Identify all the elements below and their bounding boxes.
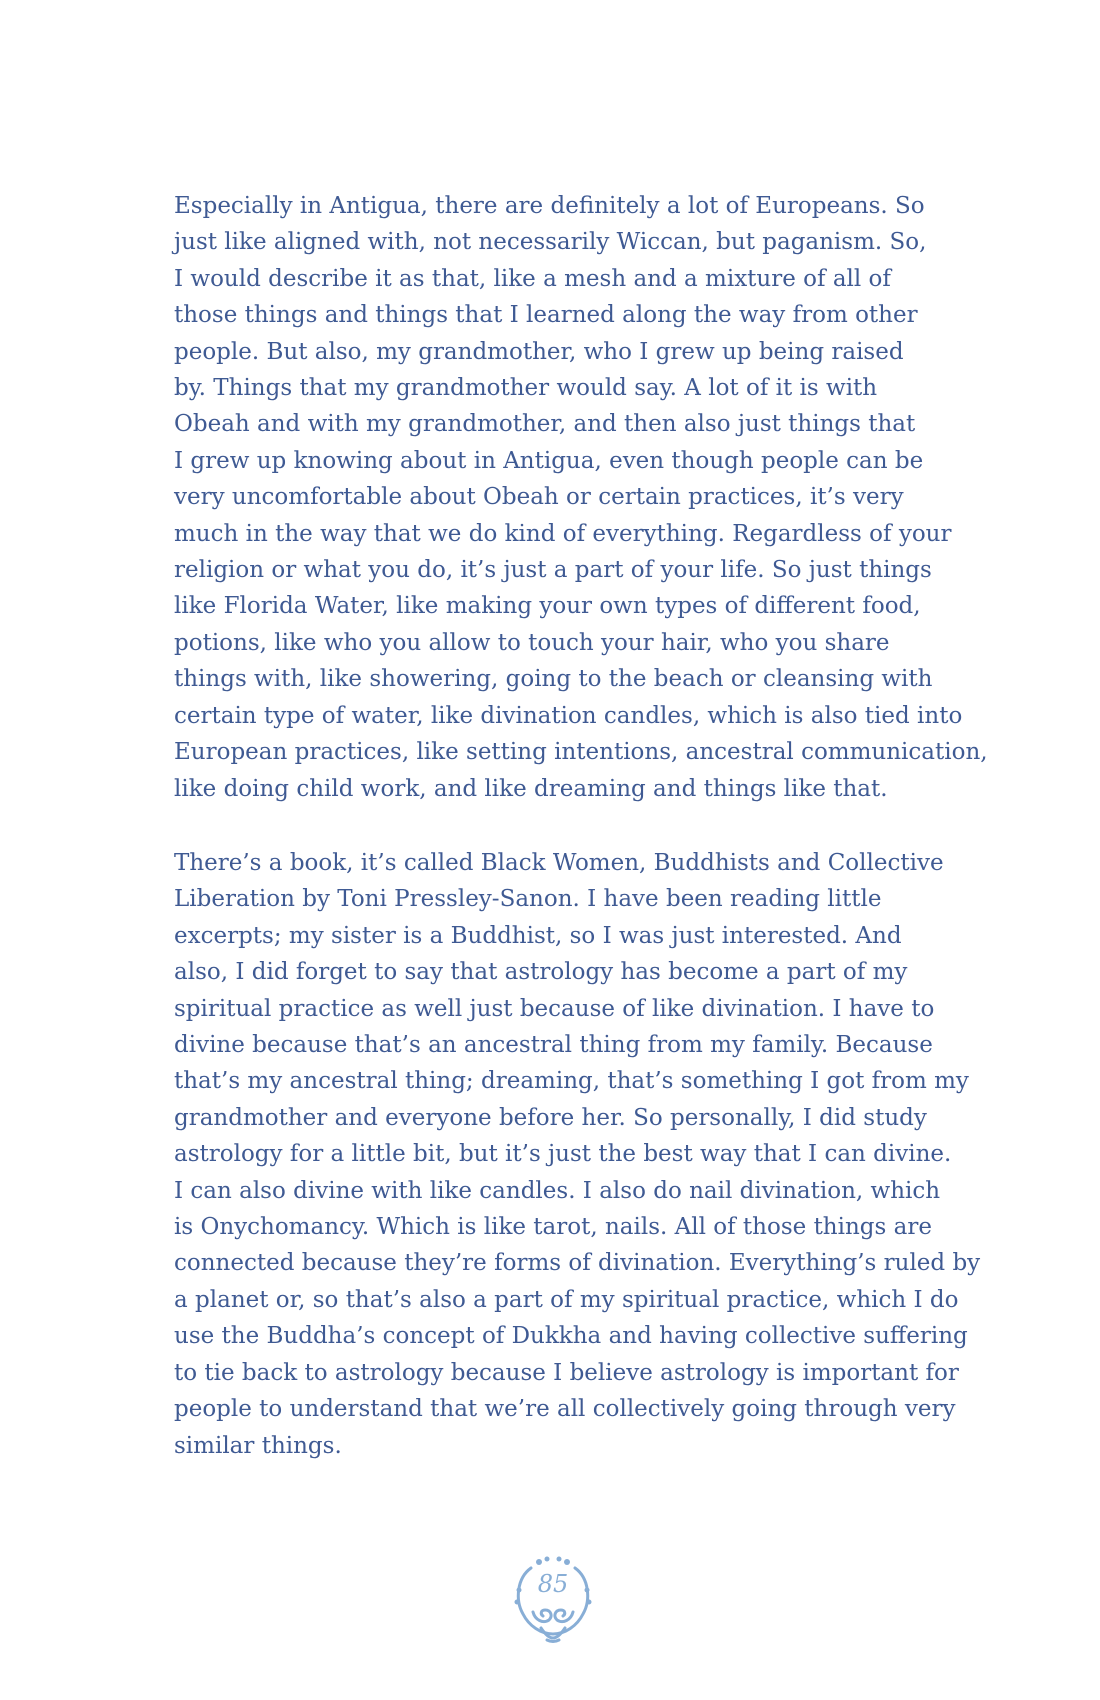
text-line: divine because that’s an ancestral thing from my family. Because	[174, 1032, 933, 1059]
text-line: much in the way that we do kind of everything. Regardless of your	[174, 520, 952, 547]
text-line: spiritual practice as well just because of like divination. I have to	[174, 995, 935, 1022]
text-line: European practices, like setting intentions, ancestral communication,	[174, 739, 988, 766]
ornament-frame-icon	[511, 1554, 595, 1644]
text-line: people to understand that we’re all collectively going through very	[174, 1396, 956, 1423]
page-number: 85	[537, 1570, 569, 1598]
text-line: similar things.	[174, 1432, 342, 1459]
text-line: Liberation by Toni Pressley-Sanon. I have been reading little	[174, 886, 882, 913]
text-line: by. Things that my grandmother would say. A lot of it is with	[174, 375, 878, 402]
text-line: certain type of water, like divination candles, which is also tied into	[174, 702, 963, 729]
text-line: things with, like showering, going to the beach or cleansing with	[174, 666, 933, 693]
text-line: grandmother and everyone before her. So personally, I did study	[174, 1104, 927, 1131]
text-line: There’s a book, it’s called Black Women, Buddhists and Collective	[174, 850, 944, 876]
text-line: excerpts; my sister is a Buddhist, so I was just interested. And	[174, 922, 902, 949]
text-line: is Onychomancy. Which is like tarot, nails. All of those things are	[174, 1214, 932, 1241]
text-line: connected because they’re forms of divination. Everything’s ruled by	[174, 1250, 981, 1277]
text-line: I would describe it as that, like a mesh and a mixture of all of	[174, 265, 891, 292]
text-line: I grew up knowing about in Antigua, even though people can be	[174, 447, 924, 474]
paragraph-1	[174, 188, 988, 807]
text-line: a planet or, so that’s also a part of my spiritual practice, which I do	[174, 1286, 959, 1313]
text-line: those things and things that I learned along the way from other	[174, 302, 918, 329]
text-line: also, I did forget to say that astrology has become a part of my	[174, 959, 908, 986]
text-line: Especially in Antigua, there are definitely a lot of Europeans. So	[174, 193, 925, 219]
text-line: very uncomfortable about Obeah or certain practices, it’s very	[174, 484, 904, 511]
text-line: I can also divine with like candles. I also do nail divination, which	[174, 1177, 941, 1204]
text-line: use the Buddha’s concept of Dukkha and having collective suffering	[174, 1323, 968, 1350]
text-line: astrology for a little bit, but it’s just the best way that I can divine.	[174, 1141, 952, 1168]
text-line: religion or what you do, it’s just a part of your life. So just things	[174, 557, 932, 584]
text-line: like Florida Water, like making your own types of different food,	[174, 593, 921, 620]
text-line: potions, like who you allow to touch your hair, who you share	[174, 629, 890, 656]
text-line: that’s my ancestral thing; dreaming, that’s something I got from my	[174, 1068, 969, 1095]
text-line: people. But also, my grandmother, who I grew up being raised	[174, 338, 904, 365]
text-line: to tie back to astrology because I believe astrology is important for	[174, 1359, 959, 1386]
text-line: just like aligned with, not necessarily Wiccan, but paganism. So,	[174, 229, 927, 256]
text-line: Obeah and with my grandmother, and then also just things that	[174, 411, 916, 438]
page-number-ornament	[511, 1554, 595, 1644]
text-line: like doing child work, and like dreaming and things like that.	[174, 775, 888, 802]
paragraph-2	[174, 845, 981, 1464]
